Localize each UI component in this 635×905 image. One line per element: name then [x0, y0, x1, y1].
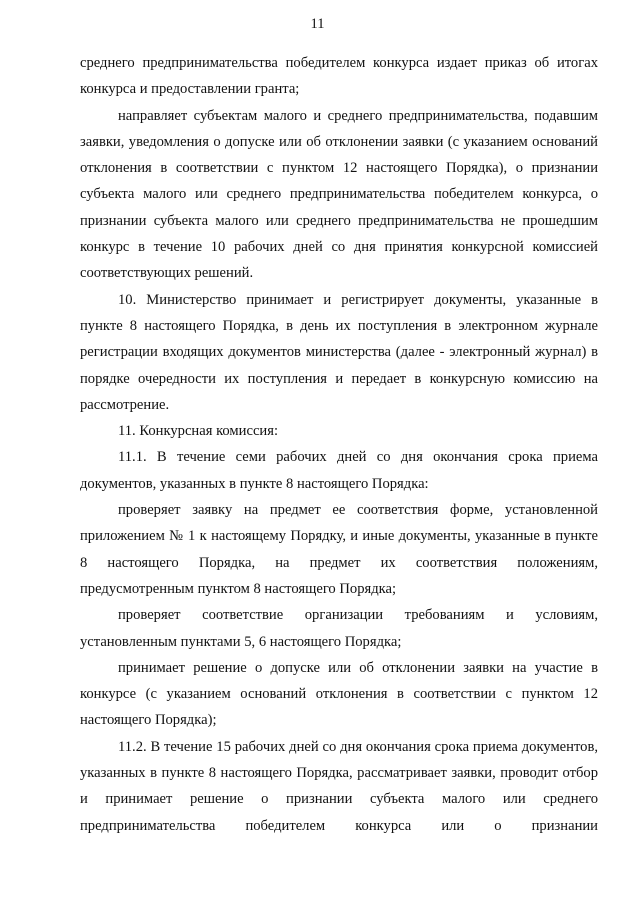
document-body [80, 50, 598, 839]
paragraph-item-10: 10. Министерство принимает и регистрирует документы, указанные в пункте 8 настоящего Порядка, в день их поступления в электронном журнале регистрации входящих документов министерства (далее - электронный журнал) в порядке очередности их поступления и передает в конкурсную комиссию на рассмотрение. [80, 291, 598, 413]
page-number: 11 [310, 16, 325, 32]
paragraph-item-11-1: 11.1. В течение семи рабочих дней со дня окончания срока приема документов, указанных в пункте 8 настоящего Порядка: [80, 449, 598, 492]
paragraph-checks-application: проверяет заявку на предмет ее соответствия форме, установленной приложением № 1 к настоящему Порядку, и иные документы, указанные в пункте 8 настоящего Порядка, на предмет их соответствия положениям, предусмотренным пунктом 8 настоящего Порядка; [80, 502, 598, 597]
paragraph-item-11: 11. Конкурсная комиссия: [118, 423, 279, 440]
paragraph-checks-compliance: проверяет соответствие организации требованиям и условиям, установленным пунктами 5, 6 настоящего Порядка; [80, 607, 598, 650]
paragraph-notifications: направляет субъектам малого и среднего предпринимательства, подавшим заявки, уведомления о допуске или об отклонении заявки (с указанием оснований отклонения в соответствии с пунктом 12 настоящего Порядка), о признании субъекта малого или среднего предпринимательства победителем конкурса, о признании субъекта малого или среднего предпринимательства не прошедшим конкурс в течение 10 рабочих дней со дня принятия конкурсной комиссией соответствующих решений. [80, 107, 598, 282]
paragraph-grant-order: среднего предпринимательства победителем конкурса издает приказ об итогах конкурса и предоставлении гранта; [80, 55, 598, 98]
paragraph-admission-decision: принимает решение о допуске или об отклонении заявки на участие в конкурсе (с указанием оснований отклонения в соответствии с пунктом 12 настоящего Порядка); [80, 659, 598, 729]
paragraph-item-11-2: 11.2. В течение 15 рабочих дней со дня окончания срока приема документов, указанных в пункте 8 настоящего Порядка, рассматривает заявки, проводит отбор и принимает решение о признании субъекта малого или среднего предпринимательства победителем конкурса или о признании [80, 738, 598, 834]
